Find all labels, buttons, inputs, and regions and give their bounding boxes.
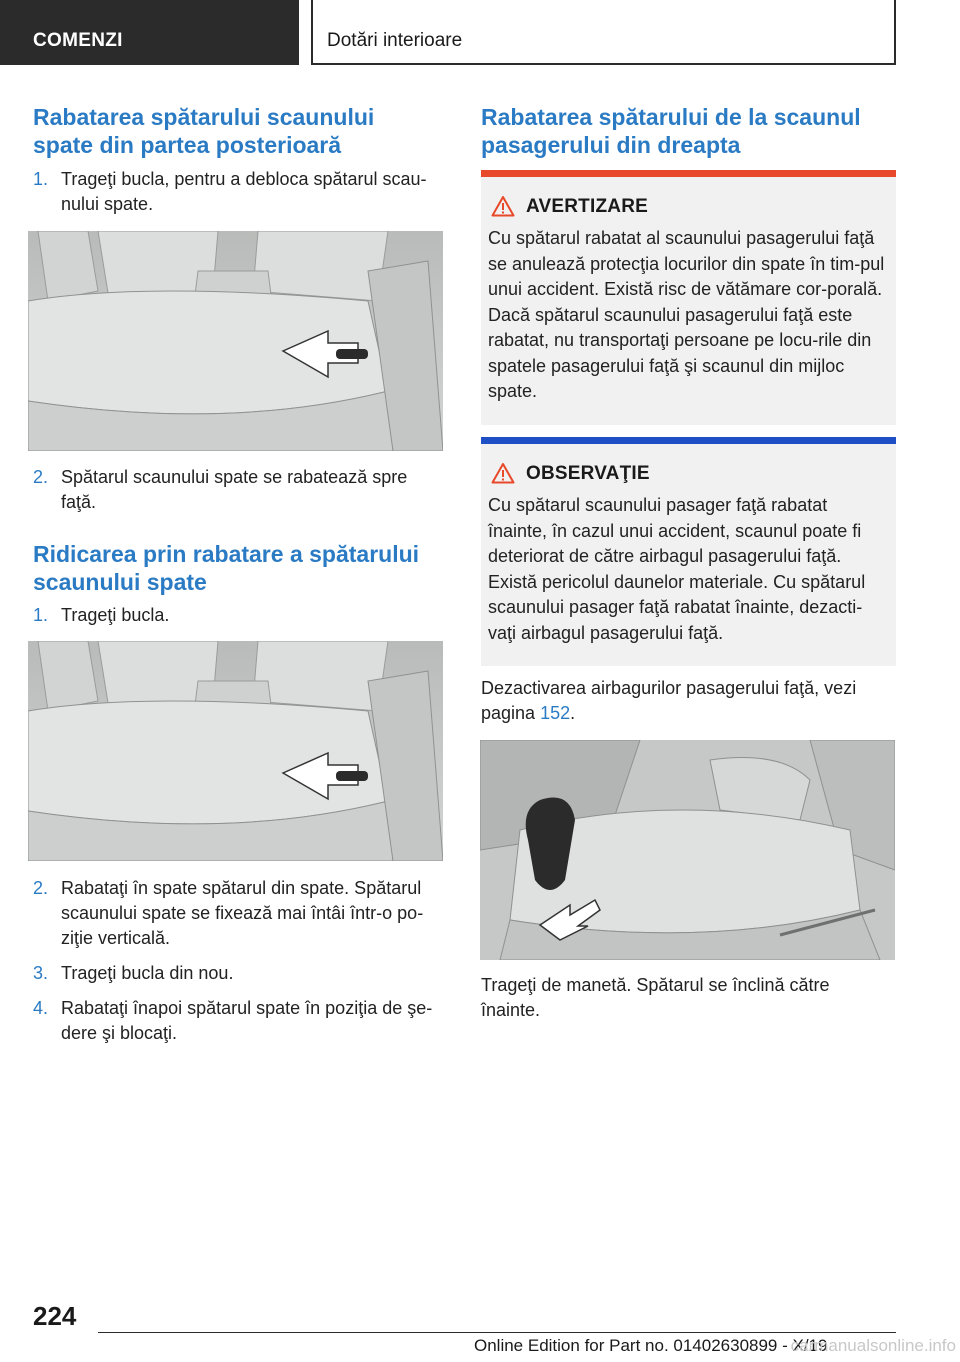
airbag-paragraph	[481, 676, 896, 726]
steps-raise	[33, 603, 445, 628]
warning-bar	[481, 170, 896, 177]
rear-seat-drawing	[28, 231, 443, 451]
heading-raise-rear: Ridicarea prin rabatare a spătarului scaunului spate	[33, 541, 420, 595]
warning-title: AVERTIZARE	[526, 196, 648, 217]
step-item	[33, 603, 445, 628]
lever-caption: Trageţi de manetă. Spătarul se înclină către înainte.	[481, 975, 830, 1020]
airbag-paragraph-end: .	[570, 703, 576, 723]
step-text: Trageţi bucla, pentru a debloca spătarul scau-nului spate.	[61, 169, 427, 214]
step-text: Spătarul scaunului spate se rabatează spre faţă.	[61, 467, 408, 512]
notice-text: Cu spătarul scaunului pasager faţă rabatat înainte, în cazul unui accident, scaunul poate fi deteriorat de către airbagul pasagerului faţă. Există pericolul daunelor materiale. Cu spătarul scaunului pasager faţă rabatat înainte, dezacti-vaţi airbagul pasagerului faţă.	[488, 495, 866, 643]
steps-raise-2	[33, 876, 445, 1046]
right-column	[481, 103, 896, 159]
warning-triangle-icon	[491, 195, 515, 217]
step-number: 2.	[33, 467, 49, 487]
steps-fold-rear-2	[33, 465, 445, 515]
notice-bar	[481, 437, 896, 444]
chapter-tab[interactable]	[0, 0, 299, 65]
section-tab[interactable]	[311, 0, 896, 65]
notice-title: OBSERVAŢIE	[526, 463, 650, 484]
step-text: Trageţi bucla.	[61, 605, 170, 625]
warning-box	[481, 170, 896, 425]
heading-raise-wrap	[33, 540, 445, 596]
footer-edition: Online Edition for Part no. 01402630899 - X/19	[474, 1336, 828, 1355]
section-label: Dotări interioare	[327, 30, 463, 51]
step-text: Trageţi bucla din nou.	[61, 963, 234, 983]
notice-box	[481, 437, 896, 666]
step-item	[33, 996, 445, 1046]
airbag-paragraph-text: Dezactivarea airbagurilor pasagerului faţă, vezi pagina	[481, 678, 857, 723]
step-number: 4.	[33, 998, 49, 1018]
rear-seat-drawing	[28, 641, 443, 861]
step-item	[33, 876, 445, 951]
step-item	[33, 961, 445, 986]
rear-seat-illustration-1	[28, 231, 443, 451]
front-seat-drawing	[480, 740, 895, 960]
step-text: Rabataţi în spate spătarul din spate. Spătarul scaunului spate se fixează mai întâi într-o po-ziţie verticală.	[61, 878, 424, 948]
front-seat-illustration	[480, 740, 895, 960]
heading-fold-passenger: Rabatarea spătarului de la scaunul pasagerului din dreapta	[481, 104, 861, 158]
left-column	[33, 103, 445, 159]
step-item	[33, 465, 445, 515]
step-text: Rabataţi înapoi spătarul spate în poziţia de şe-dere şi blocaţi.	[61, 998, 433, 1043]
heading-fold-rear: Rabatarea spătarului scaunului spate din partea posterioară	[33, 104, 375, 158]
step-number: 2.	[33, 878, 49, 898]
page-number: 224	[33, 1301, 77, 1331]
steps-fold-rear	[33, 167, 445, 217]
step-item	[33, 167, 445, 217]
chapter-label: COMENZI	[33, 30, 123, 51]
lever-caption-wrap	[481, 973, 896, 1023]
footer-watermark: carmanualsonline.info	[790, 1336, 956, 1355]
rear-seat-illustration-2	[28, 641, 443, 861]
warning-text: Cu spătarul rabatat al scaunului pasagerului faţă se anulează protecţia locurilor din spate în tim-pul unui accident. Există risc de vătămare cor-porală. Dacă spătarul scaunului pasagerului faţă este rabatat, nu transportaţi persoane pe locu-rile din spatele pasagerului faţă şi scaunul din mijloc spate.	[488, 228, 885, 401]
step-number: 1.	[33, 169, 49, 189]
footer-divider	[98, 1332, 896, 1333]
airbag-reference	[481, 676, 896, 726]
page-link-152[interactable]: 152	[540, 703, 571, 723]
warning-triangle-icon	[491, 462, 515, 484]
step-number: 1.	[33, 605, 49, 625]
step-number: 3.	[33, 963, 49, 983]
